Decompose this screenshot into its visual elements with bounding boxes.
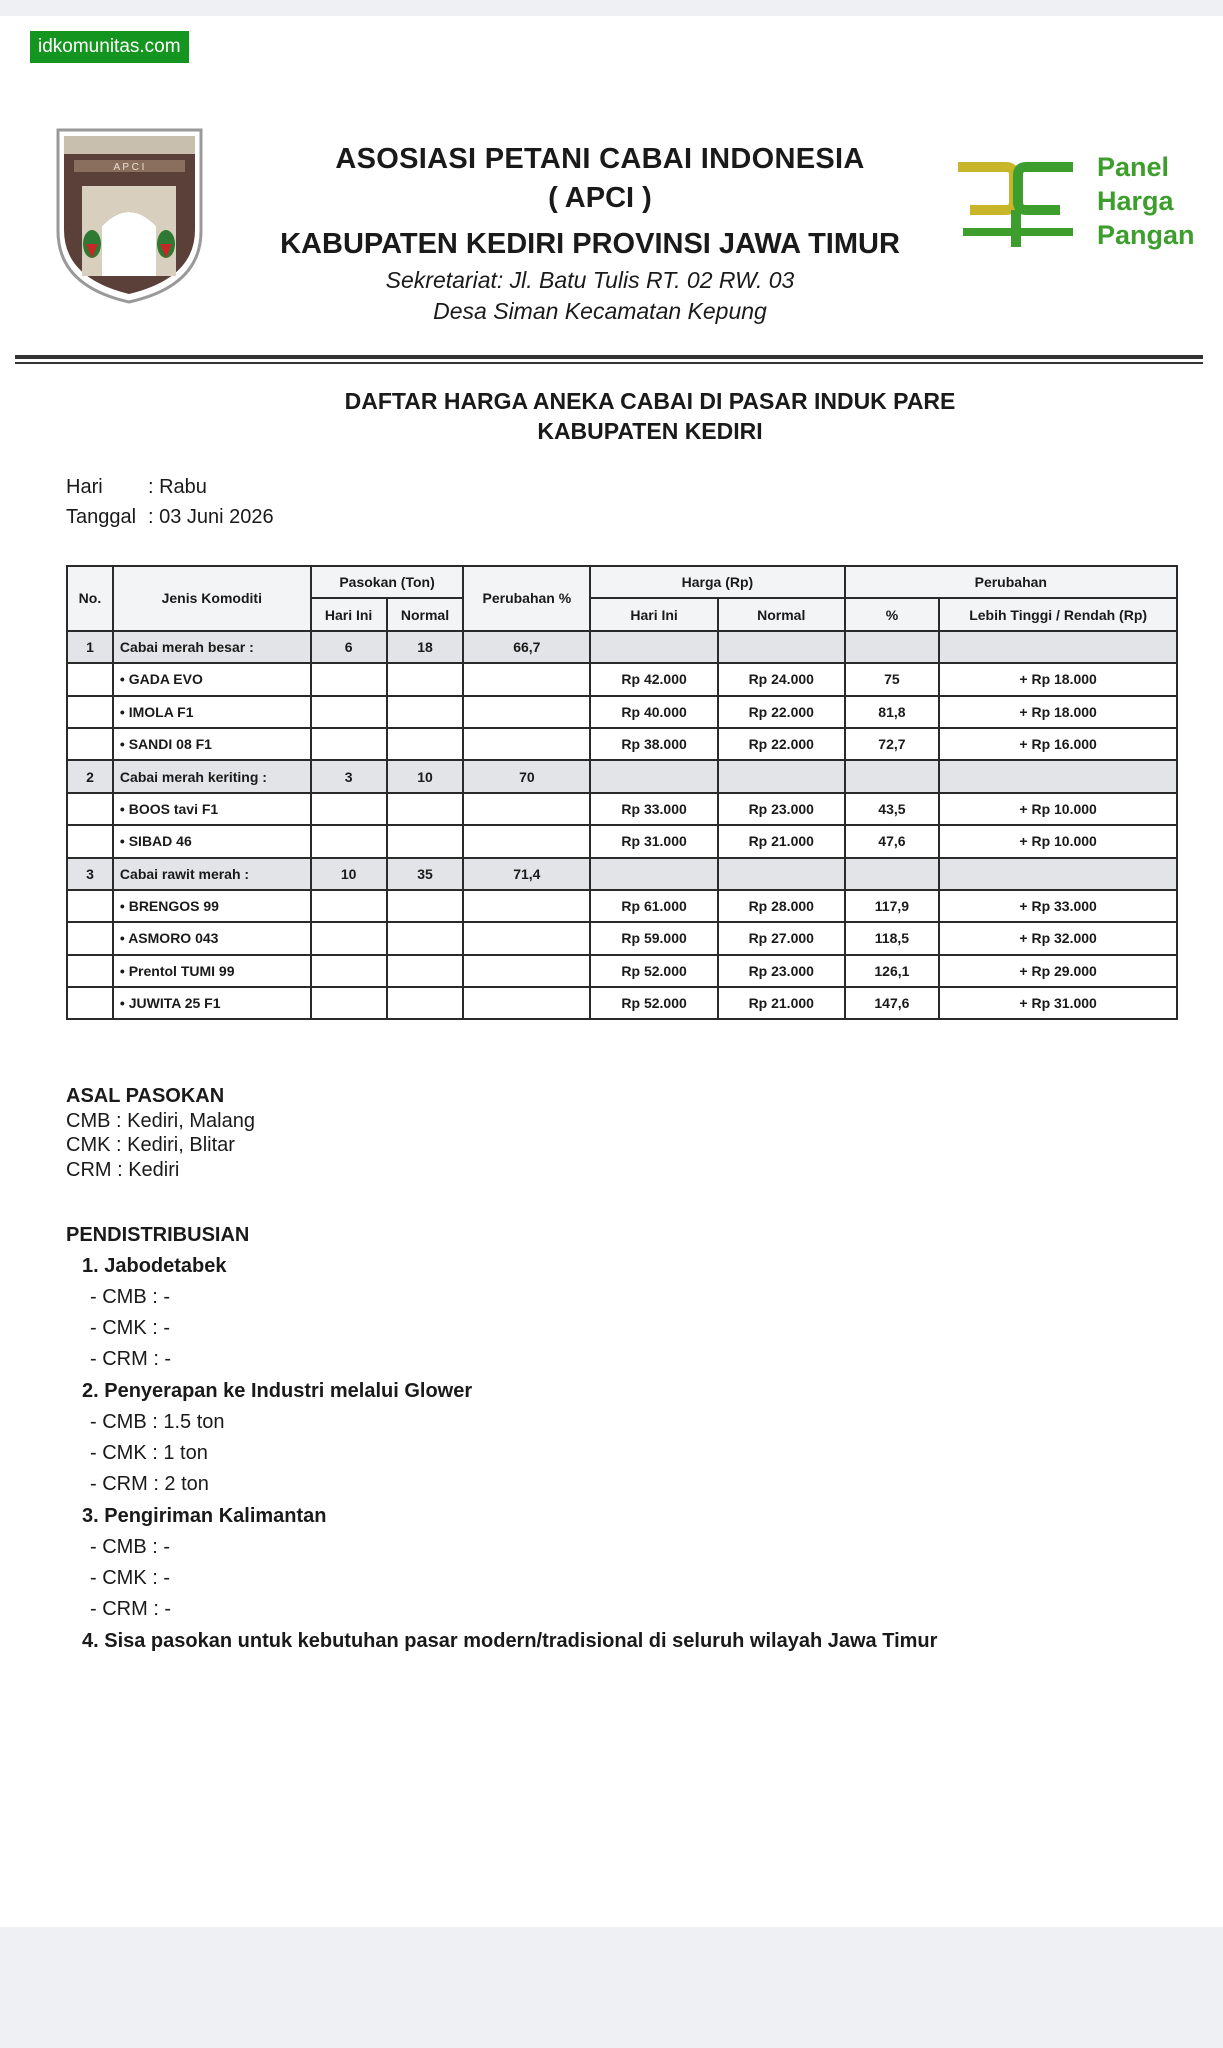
variety-name: • JUWITA 25 F1: [113, 987, 311, 1019]
supply-change-pct: 66,7: [463, 631, 590, 663]
document-subtitle: KABUPATEN KEDIRI: [537, 418, 763, 444]
variety-name: • SANDI 08 F1: [113, 728, 311, 760]
price-normal: Rp 28.000: [718, 890, 845, 922]
partner-line-3: Pangan: [1097, 220, 1195, 250]
distribution-sub: - CMB : -: [90, 1536, 170, 1558]
price-table: [66, 565, 1178, 1020]
org-region: KABUPATEN KEDIRI PROVINSI JAWA TIMUR: [280, 228, 900, 260]
category-name: Cabai merah keriting :: [113, 760, 311, 792]
price-normal: Rp 24.000: [718, 663, 845, 695]
partner-line-2: Harga: [1097, 186, 1174, 216]
document-title: DAFTAR HARGA ANEKA CABAI DI PASAR INDUK PARE: [344, 388, 956, 414]
distribution-sub: - CRM : 2 ton: [90, 1473, 209, 1495]
distribution-sub: - CRM : -: [90, 1348, 172, 1370]
variety-name: • ASMORO 043: [113, 922, 311, 954]
table-row: [67, 955, 1177, 987]
price-normal: Rp 23.000: [718, 793, 845, 825]
supply-today: 10: [311, 858, 387, 890]
distribution-sub: - CRM : -: [90, 1598, 172, 1620]
price-today: Rp 31.000: [590, 825, 718, 857]
price-diff: + Rp 10.000: [939, 793, 1177, 825]
supply-normal: 35: [387, 858, 464, 890]
distribution-sub: - CMK : -: [90, 1567, 170, 1589]
price-today: Rp 38.000: [590, 728, 718, 760]
distribution-heading: 4. Sisa pasokan untuk kebutuhan pasar modern/tradisional di seluruh wilayah Jawa Timur: [82, 1630, 938, 1652]
variety-name: • SIBAD 46: [113, 825, 311, 857]
table-row: [67, 728, 1177, 760]
price-change-pct: 47,6: [845, 825, 940, 857]
asal-line: CMB : Kediri, Malang: [66, 1110, 255, 1132]
price-diff: + Rp 33.000: [939, 890, 1177, 922]
price-diff: + Rp 29.000: [939, 955, 1177, 987]
variety-name: • BRENGOS 99: [113, 890, 311, 922]
header-harga-hari-ini: Hari Ini: [590, 598, 718, 630]
day-label: Hari: [66, 476, 103, 498]
supply-today: 3: [311, 760, 387, 792]
header-perubahan-pct: Perubahan %: [463, 566, 590, 631]
table-row: [67, 890, 1177, 922]
asal-pasokan-title: ASAL PASOKAN: [66, 1085, 225, 1107]
price-change-pct: 43,5: [845, 793, 940, 825]
panel-harga-pangan-logo-icon: [948, 152, 1083, 252]
variety-name: • GADA EVO: [113, 663, 311, 695]
price-diff: + Rp 32.000: [939, 922, 1177, 954]
top-margin: [0, 0, 1223, 16]
distribution-sub: - CMK : -: [90, 1317, 170, 1339]
header-harga-normal: Normal: [718, 598, 845, 630]
header-no: No.: [67, 566, 113, 631]
distribution-sub: - CMB : -: [90, 1286, 170, 1308]
header-pasokan-hari-ini: Hari Ini: [311, 598, 387, 630]
price-today: Rp 52.000: [590, 955, 718, 987]
apci-logo-icon: [52, 126, 207, 306]
header-divider-thin: [15, 362, 1203, 364]
price-normal: Rp 22.000: [718, 728, 845, 760]
category-row: [67, 631, 1177, 663]
price-today: Rp 40.000: [590, 696, 718, 728]
header-perubahan-persen: %: [845, 598, 940, 630]
price-today: Rp 33.000: [590, 793, 718, 825]
supply-today: 6: [311, 631, 387, 663]
supply-change-pct: 71,4: [463, 858, 590, 890]
header-pasokan: Pasokan (Ton): [311, 566, 464, 598]
category-row: [67, 760, 1177, 792]
header-harga: Harga (Rp): [590, 566, 844, 598]
pendistribusian-title: PENDISTRIBUSIAN: [66, 1224, 250, 1246]
price-change-pct: 118,5: [845, 922, 940, 954]
header-perubahan-rp: Lebih Tinggi / Rendah (Rp): [939, 598, 1177, 630]
distribution-sub: - CMB : 1.5 ton: [90, 1411, 225, 1433]
bottom-margin: [0, 1927, 1223, 2048]
price-change-pct: 117,9: [845, 890, 940, 922]
category-name: Cabai rawit merah :: [113, 858, 311, 890]
price-today: Rp 52.000: [590, 987, 718, 1019]
org-abbreviation: ( APCI ): [548, 182, 652, 214]
table-row: [67, 696, 1177, 728]
price-normal: Rp 21.000: [718, 825, 845, 857]
panel-harga-pangan-text: [1097, 150, 1195, 252]
date-label: Tanggal: [66, 506, 137, 528]
distribution-heading: 3. Pengiriman Kalimantan: [82, 1505, 327, 1527]
distribution-heading: 1. Jabodetabek: [82, 1255, 227, 1277]
header-perubahan: Perubahan: [845, 566, 1177, 598]
partner-line-1: Panel: [1097, 152, 1170, 182]
supply-normal: 10: [387, 760, 464, 792]
table-row: [67, 793, 1177, 825]
header-divider-thick: [15, 355, 1203, 359]
table-row: [67, 987, 1177, 1019]
supply-change-pct: 70: [463, 760, 590, 792]
watermark-badge[interactable]: idkomunitas.com: [30, 31, 189, 63]
header-pasokan-normal: Normal: [387, 598, 464, 630]
price-today: Rp 42.000: [590, 663, 718, 695]
price-today: Rp 61.000: [590, 890, 718, 922]
asal-line: CRM : Kediri: [66, 1159, 180, 1181]
distribution-heading: 2. Penyerapan ke Industri melalui Glower: [82, 1380, 473, 1402]
price-normal: Rp 27.000: [718, 922, 845, 954]
date-row: [66, 506, 274, 529]
day-row: [66, 476, 207, 499]
table-row: [67, 663, 1177, 695]
price-diff: + Rp 18.000: [939, 663, 1177, 695]
variety-name: • Prentol TUMI 99: [113, 955, 311, 987]
row-no: 3: [67, 858, 113, 890]
price-change-pct: 81,8: [845, 696, 940, 728]
org-address-line-1: Sekretariat: Jl. Batu Tulis RT. 02 RW. 03: [385, 267, 795, 293]
variety-name: • BOOS tavi F1: [113, 793, 311, 825]
row-no: 1: [67, 631, 113, 663]
date-value: : 03 Juni 2026: [148, 506, 274, 528]
price-diff: + Rp 18.000: [939, 696, 1177, 728]
price-diff: + Rp 16.000: [939, 728, 1177, 760]
org-name: ASOSIASI PETANI CABAI INDONESIA: [335, 143, 865, 175]
supply-normal: 18: [387, 631, 464, 663]
distribution-sub: - CMK : 1 ton: [90, 1442, 208, 1464]
price-normal: Rp 21.000: [718, 987, 845, 1019]
price-diff: + Rp 10.000: [939, 825, 1177, 857]
row-no: 2: [67, 760, 113, 792]
table-row: [67, 825, 1177, 857]
category-name: Cabai merah besar :: [113, 631, 311, 663]
price-normal: Rp 23.000: [718, 955, 845, 987]
org-address-line-2: Desa Siman Kecamatan Kepung: [433, 298, 767, 324]
price-change-pct: 75: [845, 663, 940, 695]
variety-name: • IMOLA F1: [113, 696, 311, 728]
price-normal: Rp 22.000: [718, 696, 845, 728]
price-diff: + Rp 31.000: [939, 987, 1177, 1019]
category-row: [67, 858, 1177, 890]
price-change-pct: 147,6: [845, 987, 940, 1019]
header-komoditi: Jenis Komoditi: [113, 566, 311, 631]
asal-line: CMK : Kediri, Blitar: [66, 1134, 235, 1156]
day-value: : Rabu: [148, 476, 207, 498]
price-change-pct: 126,1: [845, 955, 940, 987]
table-row: [67, 922, 1177, 954]
price-today: Rp 59.000: [590, 922, 718, 954]
apci-logo-text: A P C I: [113, 162, 145, 173]
price-change-pct: 72,7: [845, 728, 940, 760]
